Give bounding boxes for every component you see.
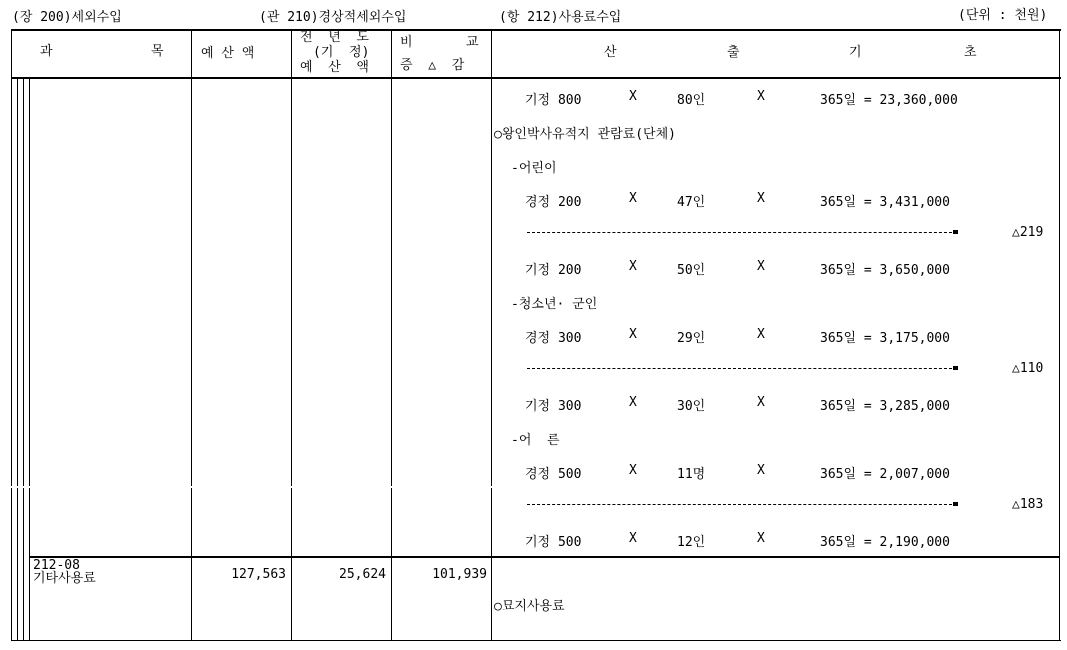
- calc-quantity: 12인: [677, 535, 706, 550]
- header-calc-2: 출: [727, 45, 740, 60]
- calc-quantity: 80인: [677, 93, 706, 108]
- header-calc-3: 기: [849, 45, 862, 60]
- dashed-separator: [527, 232, 957, 233]
- calc-label: 경정 500: [525, 467, 582, 482]
- calc-row: [0, 454, 1067, 488]
- calc-label: 경정 200: [525, 195, 582, 210]
- calc-row: [0, 80, 1067, 114]
- calc-label: 기정 200: [525, 263, 582, 278]
- calc-multiply-2: X: [757, 191, 765, 206]
- header-prev-line1: 전 년 도: [300, 30, 369, 45]
- calc-formula: 365일 = 2,190,000: [820, 535, 950, 550]
- header-compare-a: 비: [400, 35, 413, 50]
- calc-subheading: -어 른: [511, 433, 560, 448]
- calc-formula: 365일 = 3,175,000: [820, 331, 950, 346]
- calc-formula: 365일 = 3,650,000: [820, 263, 950, 278]
- calc-multiply-2: X: [757, 327, 765, 342]
- calc-multiply-1: X: [629, 259, 637, 274]
- item-diff: 101,939: [432, 567, 487, 582]
- header-bottom-border: [11, 77, 1061, 79]
- header-compare-line2: 증 △ 감: [400, 58, 465, 73]
- header-budget: 예 산 액: [201, 46, 255, 61]
- calc-row: [0, 420, 1067, 454]
- unit-label: (단위 : 천원): [958, 8, 1048, 23]
- calc-diff: △219: [1012, 225, 1044, 240]
- calc-row: [0, 386, 1067, 420]
- calc-heading: ○왕인박사유적지 관람료(단체): [494, 127, 677, 142]
- calc-multiply-1: X: [629, 89, 637, 104]
- calc-multiply-1: X: [629, 395, 637, 410]
- calc-subheading: -어린이: [511, 161, 557, 176]
- item-prev-budget: 25,624: [339, 567, 386, 582]
- calc-row: [0, 114, 1067, 148]
- hang-label: (항 212)사용료수입: [499, 10, 622, 25]
- calc-diff: △183: [1012, 497, 1044, 512]
- calc-row: [0, 522, 1067, 556]
- calc-row: [0, 250, 1067, 284]
- dashed-separator: [527, 504, 957, 505]
- header-compare-b: 교: [466, 35, 479, 50]
- item-calc-text: ○묘지사용료: [494, 599, 565, 614]
- header-calc-4: 초: [964, 45, 977, 60]
- item-code: 212-08: [33, 558, 80, 573]
- calc-quantity: 30인: [677, 399, 706, 414]
- jang-label: (장 200)세외수입: [12, 10, 122, 25]
- separator-end-mark: [953, 366, 958, 370]
- separator-end-mark: [953, 230, 958, 234]
- header-prev-line3: 예 산 액: [300, 60, 369, 75]
- calc-row: [0, 488, 1067, 522]
- calc-label: 경정 300: [525, 331, 582, 346]
- calc-row: [0, 284, 1067, 318]
- calc-multiply-2: X: [757, 463, 765, 478]
- calc-row: [0, 352, 1067, 386]
- dashed-separator: [527, 368, 957, 369]
- calc-multiply-2: X: [757, 395, 765, 410]
- header-subject-b: 목: [151, 44, 164, 59]
- item-name: 기타사용료: [33, 571, 96, 586]
- item-budget: 127,563: [231, 567, 286, 582]
- calc-label: 기정 500: [525, 535, 582, 550]
- calc-quantity: 50인: [677, 263, 706, 278]
- calc-multiply-2: X: [757, 531, 765, 546]
- calc-quantity: 29인: [677, 331, 706, 346]
- calc-row: [0, 148, 1067, 182]
- calc-quantity: 47인: [677, 195, 706, 210]
- calc-row: [0, 182, 1067, 216]
- calc-formula: 365일 = 2,007,000: [820, 467, 950, 482]
- calc-label: 기정 300: [525, 399, 582, 414]
- calc-multiply-1: X: [629, 191, 637, 206]
- header-prev-line2: (기 정): [313, 45, 370, 60]
- calc-row: [0, 216, 1067, 250]
- calc-diff: △110: [1012, 361, 1044, 376]
- calculation-basis-area: [0, 80, 1067, 556]
- header-subject-a: 과: [40, 44, 53, 59]
- calc-row: [0, 318, 1067, 352]
- calc-subheading: -청소년· 군인: [511, 297, 598, 312]
- calc-formula: 365일 = 3,285,000: [820, 399, 950, 414]
- separator-end-mark: [953, 502, 958, 506]
- calc-formula: 365일 = 3,431,000: [820, 195, 950, 210]
- gwan-label: (관 210)경상적세외수입: [259, 10, 407, 25]
- row-divider: [30, 556, 1060, 558]
- calc-multiply-1: X: [629, 327, 637, 342]
- calc-formula: 365일 = 23,360,000: [820, 93, 958, 108]
- table-top-border: [11, 29, 1061, 31]
- calc-multiply-1: X: [629, 531, 637, 546]
- table-bottom-border: [11, 640, 1061, 641]
- calc-multiply-1: X: [629, 463, 637, 478]
- header-calc-1: 산: [604, 45, 617, 60]
- calc-multiply-2: X: [757, 259, 765, 274]
- calc-quantity: 11명: [677, 467, 706, 482]
- calc-multiply-2: X: [757, 89, 765, 104]
- calc-label: 기정 800: [525, 93, 582, 108]
